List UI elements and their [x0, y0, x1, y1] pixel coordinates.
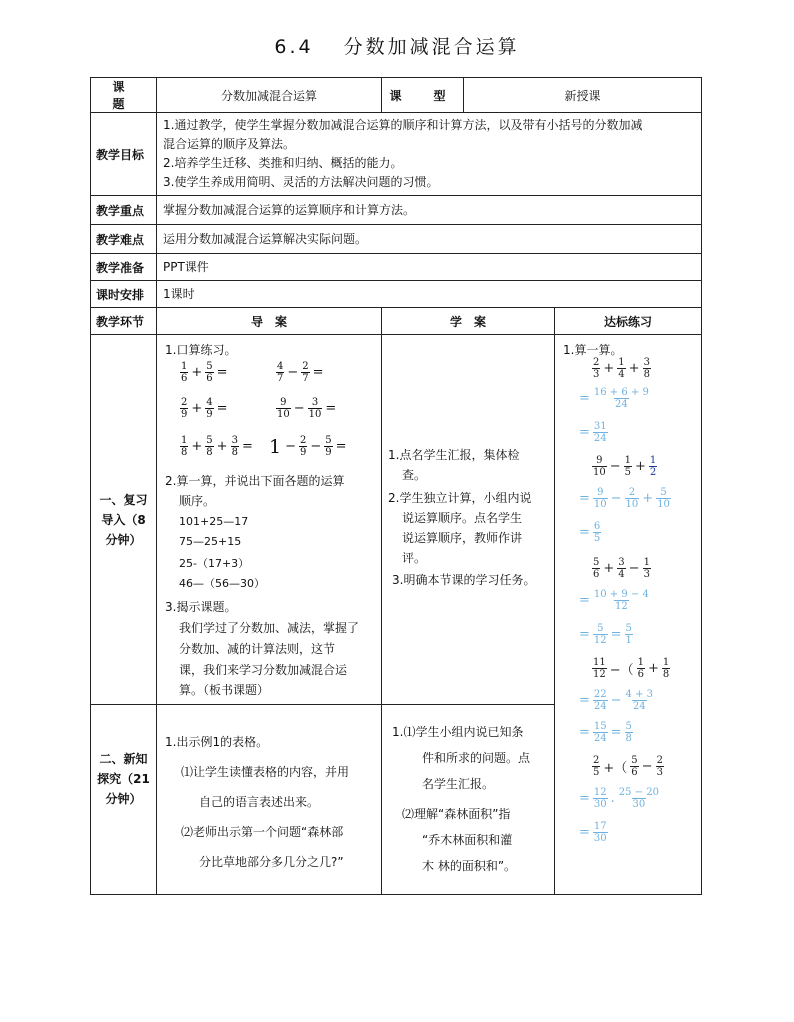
oral-eq-3: $\frac{2}{9}$ + $\frac{4}{9}$ = — [181, 397, 228, 420]
task3-line: 课，我们来学习分数加减混合运 — [179, 663, 348, 677]
study-line: 2.学生独立计算，小组内说 — [388, 491, 532, 505]
oral-eq-4: $\frac{9}{10}$ − $\frac{3}{10}$ = — [277, 397, 337, 420]
guide-line: ⑴让学生读懂表格的内容，并用 — [181, 765, 350, 779]
task3-line: 分数加、减的计算法则，这节 — [179, 642, 336, 656]
stage1-study — [382, 335, 555, 705]
goal-line: 1.通过教学，使学生掌握分数加减混合运算的顺序和计算方法，以及带有小括号的分数加减 — [163, 118, 643, 132]
practice-answer: = $\frac{17}{30}$ — [579, 821, 607, 844]
guide-line: 分比草地部分多几分之几?” — [199, 855, 344, 869]
study-line: 说运算顺序。点名学生 — [402, 511, 523, 525]
guide-title: 1.出示例1的表格。 — [165, 735, 269, 749]
practice-answer: = $\frac{5}{12}$ = $\frac{5}{1}$ — [579, 623, 632, 646]
practice-problem-5: $\frac{2}{5}$ +（ $\frac{5}{6}$ − $\frac{2}{3}$ — [593, 755, 663, 778]
col-practice-header: 达标练习 — [555, 308, 702, 335]
practice-step: = $\frac{10 + 9 - 4}{12}$ — [579, 589, 649, 612]
goal-line: 3.使学生养成用简明、灵活的方法解决问题的习惯。 — [163, 175, 439, 189]
oral-title: 1.口算练习。 — [165, 343, 237, 357]
key-label: 教学重点 — [91, 196, 157, 225]
goal-line: 混合运算的顺序及算法。 — [163, 137, 296, 151]
study-line: 查。 — [402, 468, 427, 482]
task3-line: 算。（板书课题） — [179, 683, 270, 697]
practice-step: = $\frac{16 + 6 + 9}{24}$ — [579, 387, 649, 410]
task2-line: 2.算一算，并说出下面各题的运算 — [165, 474, 345, 488]
practice-cell — [555, 335, 702, 895]
practice-answer: = $\frac{6}{5}$ — [579, 521, 601, 544]
study2-line: 木 林的面积和”。 — [422, 859, 517, 873]
oral-eq-5: $\frac{1}{8}$ + $\frac{5}{8}$ + $\frac{3}{8}$ = — [181, 435, 253, 458]
study-line: 说运算顺序，教师作讲 — [402, 531, 523, 545]
stage2-label: 二、新知 探究（21 分钟） — [91, 705, 157, 895]
study-line: 3.明确本节课的学习任务。 — [392, 573, 536, 587]
col-guide-header: 导 案 — [157, 308, 382, 335]
oral-eq-1: $\frac{1}{6}$ + $\frac{5}{6}$ = — [181, 361, 228, 384]
expr-item: 101+25—17 — [179, 515, 249, 528]
practice-answer: = $\frac{15}{24}$ = $\frac{5}{8}$ — [579, 721, 632, 744]
topic-label: 课 题 — [91, 78, 157, 113]
guide-line: 自己的语言表述出来。 — [199, 795, 320, 809]
col-stage-header: 教学环节 — [91, 308, 157, 335]
key-value: 掌握分数加减混合运算的运算顺序和计算方法。 — [157, 196, 702, 225]
task2-line: 顺序。 — [179, 494, 216, 508]
study-line: 1.点名学生汇报，集体检 — [388, 448, 520, 462]
expr-item: 75—25+15 — [179, 535, 242, 548]
study2-line: “乔木林面积和灌 — [422, 833, 513, 847]
practice-problem-3: $\frac{5}{6}$ + $\frac{3}{4}$ − $\frac{1}{3}$ — [593, 557, 650, 580]
practice-step: = $\frac{9}{10}$ − $\frac{2}{10}$ + $\frac{5}{10}$ — [579, 487, 670, 510]
schedule-label: 课时安排 — [91, 281, 157, 308]
goals-cell — [157, 113, 702, 196]
study2-line: ⑵理解“森林面积”指 — [402, 807, 511, 821]
type-value: 新授课 — [464, 78, 702, 113]
practice-step: = $\frac{22}{24}$ − $\frac{4 + 3}{24}$ — [579, 689, 654, 712]
col-study-header: 学 案 — [382, 308, 555, 335]
task3-line: 我们学过了分数加、减法，掌握了 — [179, 621, 360, 635]
prep-value: PPT课件 — [157, 254, 702, 281]
practice-answer: = $\frac{31}{24}$ — [579, 421, 607, 444]
expr-item: 46—（56—30） — [179, 577, 265, 590]
study2-line: 名学生汇报。 — [422, 777, 495, 791]
study2-line: 1.⑴学生小组内说已知条 — [392, 725, 524, 739]
prep-label: 教学准备 — [91, 254, 157, 281]
stage1-guide — [157, 335, 382, 705]
practice-step: = $\frac{12}{30}$ . $\frac{25 - 20}{30}$ — [579, 787, 659, 810]
goals-label: 教学目标 — [91, 113, 157, 196]
stage2-guide — [157, 705, 382, 895]
task3-title: 3.揭示课题。 — [165, 600, 237, 614]
practice-problem-2: $\frac{9}{10}$ − $\frac{1}{5}$ + $\frac{1}{2}$ — [593, 455, 657, 478]
guide-line: ⑵老师出示第一个问题“森林部 — [181, 825, 344, 839]
type-label: 课 型 — [382, 78, 464, 113]
practice-problem-4: $\frac{11}{12}$ −（ $\frac{1}{6}$ + $\frac{1}{8}$ — [593, 657, 670, 680]
study2-line: 件和所求的问题。点 — [422, 751, 531, 765]
oral-eq-2: $\frac{4}{7}$ − $\frac{2}{7}$ = — [277, 361, 324, 384]
goal-line: 2.培养学生迁移、类推和归纳、概括的能力。 — [163, 156, 403, 170]
topic-value: 分数加减混合运算 — [157, 78, 382, 113]
practice-problem-1: $\frac{2}{3}$ + $\frac{1}{4}$ + $\frac{3}{8}$ — [593, 357, 650, 380]
expr-item: 25-（17+3） — [179, 557, 250, 570]
study-line: 评。 — [402, 551, 427, 565]
difficulty-label: 教学难点 — [91, 225, 157, 254]
stage2-study — [382, 705, 555, 895]
page-title: 6.4 分数加减混合运算 — [274, 36, 520, 58]
schedule-value: 1课时 — [157, 281, 702, 308]
difficulty-value: 运用分数加减混合运算解决实际问题。 — [157, 225, 702, 254]
oral-eq-6: 1 − $\frac{2}{9}$ − $\frac{5}{9}$ = — [269, 435, 347, 458]
practice-title: 1.算一算。 — [563, 343, 623, 357]
lesson-plan-table — [90, 77, 702, 895]
stage1-label: 一、复习 导入（8 分钟） — [91, 335, 157, 705]
